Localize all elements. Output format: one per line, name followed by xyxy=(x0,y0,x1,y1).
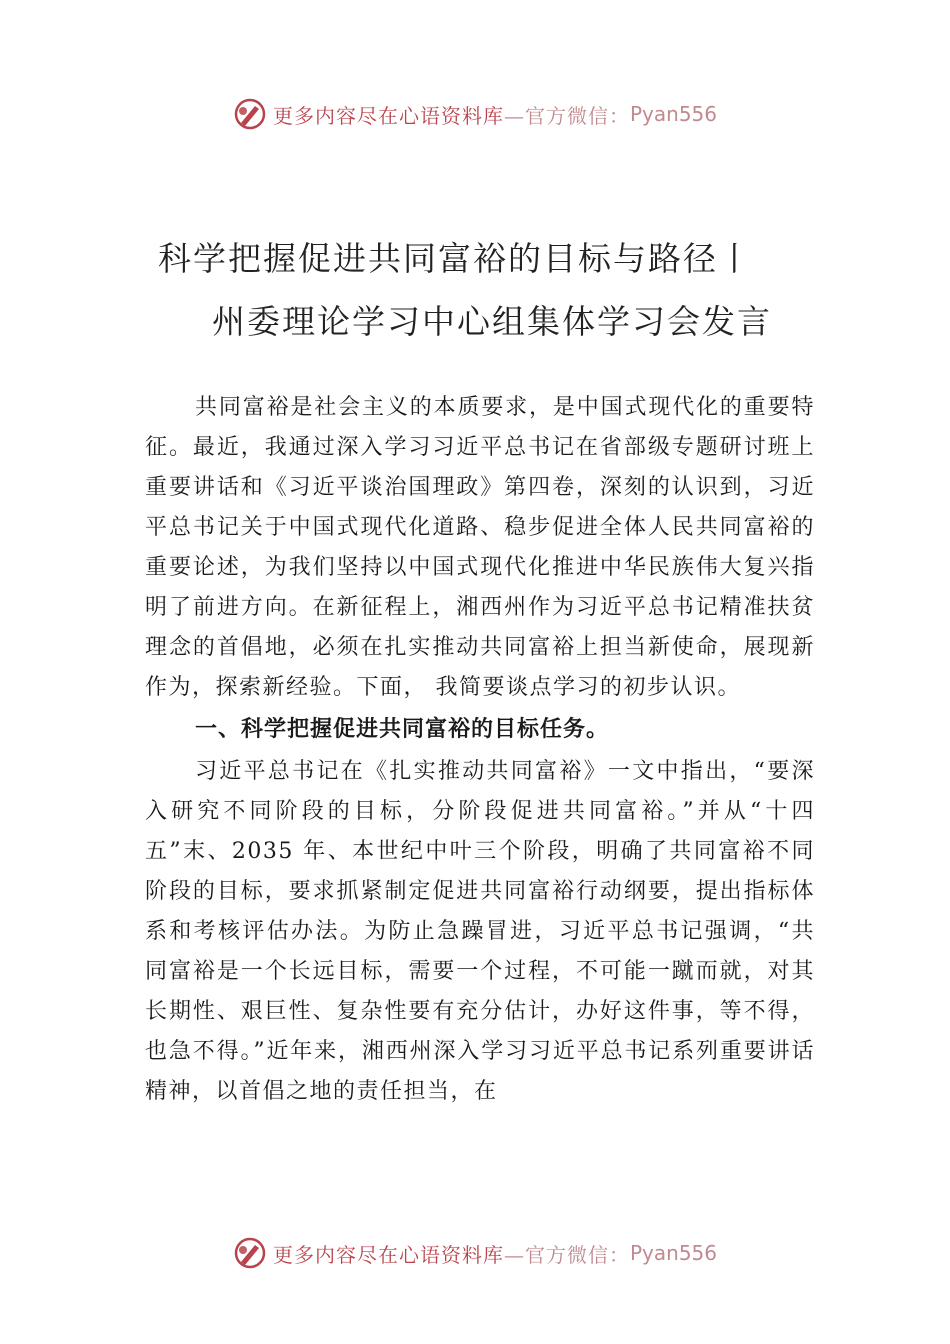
pen-seal-logo-icon xyxy=(233,97,267,131)
footer-banner xyxy=(0,1233,950,1273)
banner-wechat-id: Pyan556 xyxy=(629,102,717,126)
header-banner xyxy=(0,94,950,134)
document-title-line1: 科学把握促进共同富裕的目标与路径丨 xyxy=(158,239,753,278)
section-heading-1: 一、科学把握促进共同富裕的目标任务。 xyxy=(195,717,610,742)
footer-banner-dash-text: —官方微信： xyxy=(503,1242,630,1267)
paragraph-section-1: 习近平总书记在《扎实推动共同富裕》一文中指出，“要深入研究不同阶段的目标，分阶段促进共同富裕。”并从“十四五”末、2035 年、本世纪中叶三个阶段，明确了共同富裕不同阶段的目标，要求抓紧制定促进共同富裕行动纲要，提出指标体系和考核评估办法。为防止急躁冒进，习近平总书记强调，“共同富裕是一个长远目标，需要一个过程，不可能一蹴而就，对其长期性、艰巨性、复杂性要有充分估计，办好这件事，等不得，也急不得。”近年来，湘西州深入学习习近平总书记系列重要讲话精神，以首倡之地的责任担当，在 xyxy=(145,759,815,1104)
footer-banner-text: 更多内容尽在心语资料库 xyxy=(272,1242,504,1267)
footer-banner-wechat-id: Pyan556 xyxy=(629,1241,717,1265)
paragraph-intro: 共同富裕是社会主义的本质要求，是中国式现代化的重要特征。最近，我通过深入学习习近平总书记在省部级专题研讨班上重要讲话和《习近平谈治国理政》第四卷，深刻的认识到，习近平总书记关于中国式现代化道路、稳步促进全体人民共同富裕的重要论述，为我们坚持以中国式现代化推进中华民族伟大复兴指明了前进方向。在新征程上，湘西州作为习近平总书记精准扶贫理念的首倡地，必须在扎实推动共同富裕上担当新使命，展现新作为，探索新经验。下面， 我简要谈点学习的初步认识。 xyxy=(145,395,815,700)
banner-dash-text: —官方微信： xyxy=(503,103,630,128)
document-body xyxy=(145,388,815,1112)
banner-text: 更多内容尽在心语资料库 xyxy=(272,103,504,128)
pen-seal-logo-icon xyxy=(233,1236,267,1270)
document-title-line2: 州委理论学习中心组集体学习会发言 xyxy=(212,302,772,341)
